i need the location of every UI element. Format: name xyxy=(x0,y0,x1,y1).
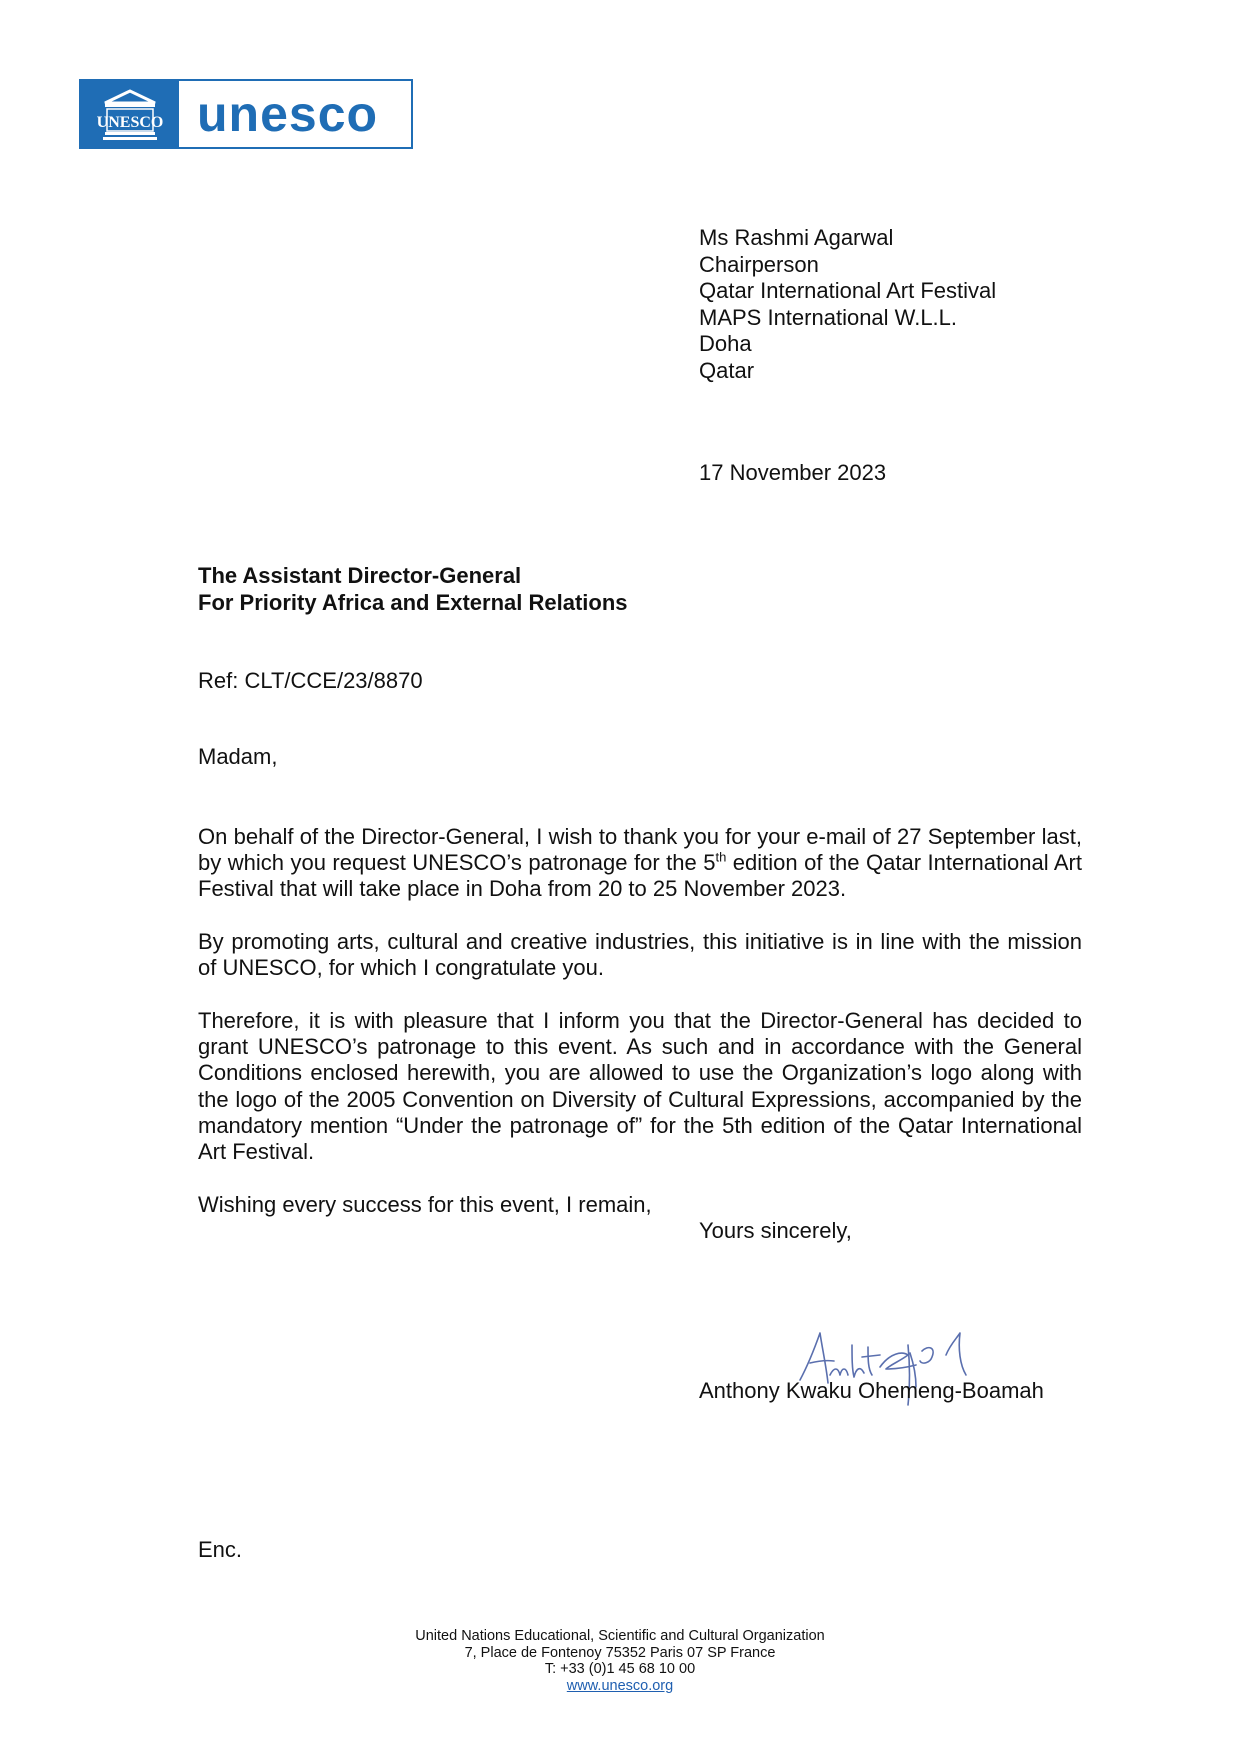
closing: Yours sincerely, xyxy=(699,1218,852,1243)
body-paragraph-1-text-end: edition of the Qatar International Art Festival that will take place in Doha from 20 to 25 November 2023. xyxy=(198,850,1082,902)
ordinal-suffix: th xyxy=(715,849,727,865)
recipient-country: Qatar xyxy=(699,357,755,383)
enclosure-note: Enc. xyxy=(198,1537,243,1562)
footer-phone: T: +33 (0)1 45 68 10 00 xyxy=(544,1661,696,1677)
body-paragraph-3: Therefore, it is with pleasure that I inform you that the Director-General has decided to grant UNESCO’s patronage to this event. As such and in accordance with the General Conditions enclosed herewith, you are allowed to use the Organization’s logo along with the logo of the 2005 Convention on Diversity of Cultural Expressions, accompanied by the mandatory mention “Under the patronage of” for the 5th edition of the Qatar International Art Festival. xyxy=(198,1008,1082,1165)
recipient-city: Doha xyxy=(699,331,752,356)
body-paragraph-1-text: On behalf of the Director-General, I wish to thank you for your e-mail of 27 September last, by which you request UNESCO’s patronage for the 5 xyxy=(198,824,1082,876)
logo-wordmark: unesco xyxy=(197,86,379,142)
body-paragraph-4: Wishing every success for this event, I remain, xyxy=(198,1192,652,1217)
signatory-name: Anthony Kwaku Ohemeng-Boamah xyxy=(699,1378,1044,1403)
letter-footer xyxy=(320,1628,920,1694)
recipient-role: Chairperson xyxy=(699,251,819,277)
temple-icon-graphic xyxy=(81,81,179,147)
sender-title-line2: For Priority Africa and External Relations xyxy=(198,589,628,615)
letter-date: 17 November 2023 xyxy=(699,460,887,485)
recipient-address xyxy=(699,225,996,384)
footer-website-link[interactable]: www.unesco.org xyxy=(566,1677,674,1694)
temple-icon xyxy=(81,81,179,147)
sender-title xyxy=(198,563,628,616)
recipient-company: MAPS International W.L.L. xyxy=(699,304,958,330)
recipient-organization: Qatar International Art Festival xyxy=(699,278,997,303)
body-paragraph-1 xyxy=(198,824,1082,903)
reference-number: Ref: CLT/CCE/23/8870 xyxy=(198,668,423,693)
recipient-name: Ms Rashmi Agarwal xyxy=(699,225,894,250)
footer-organization: United Nations Educational, Scientific and Cultural Organization xyxy=(415,1628,825,1644)
sender-title-line1: The Assistant Director-General xyxy=(198,563,522,588)
salutation: Madam, xyxy=(198,744,278,769)
body-paragraph-2: By promoting arts, cultural and creative industries, this initiative is in line with the mission of UNESCO, for which I congratulate you. xyxy=(198,929,1082,981)
footer-address: 7, Place de Fontenoy 75352 Paris 07 SP France xyxy=(464,1644,776,1661)
unesco-logo xyxy=(79,79,413,149)
temple-columns-text: UNESCO xyxy=(96,114,164,131)
